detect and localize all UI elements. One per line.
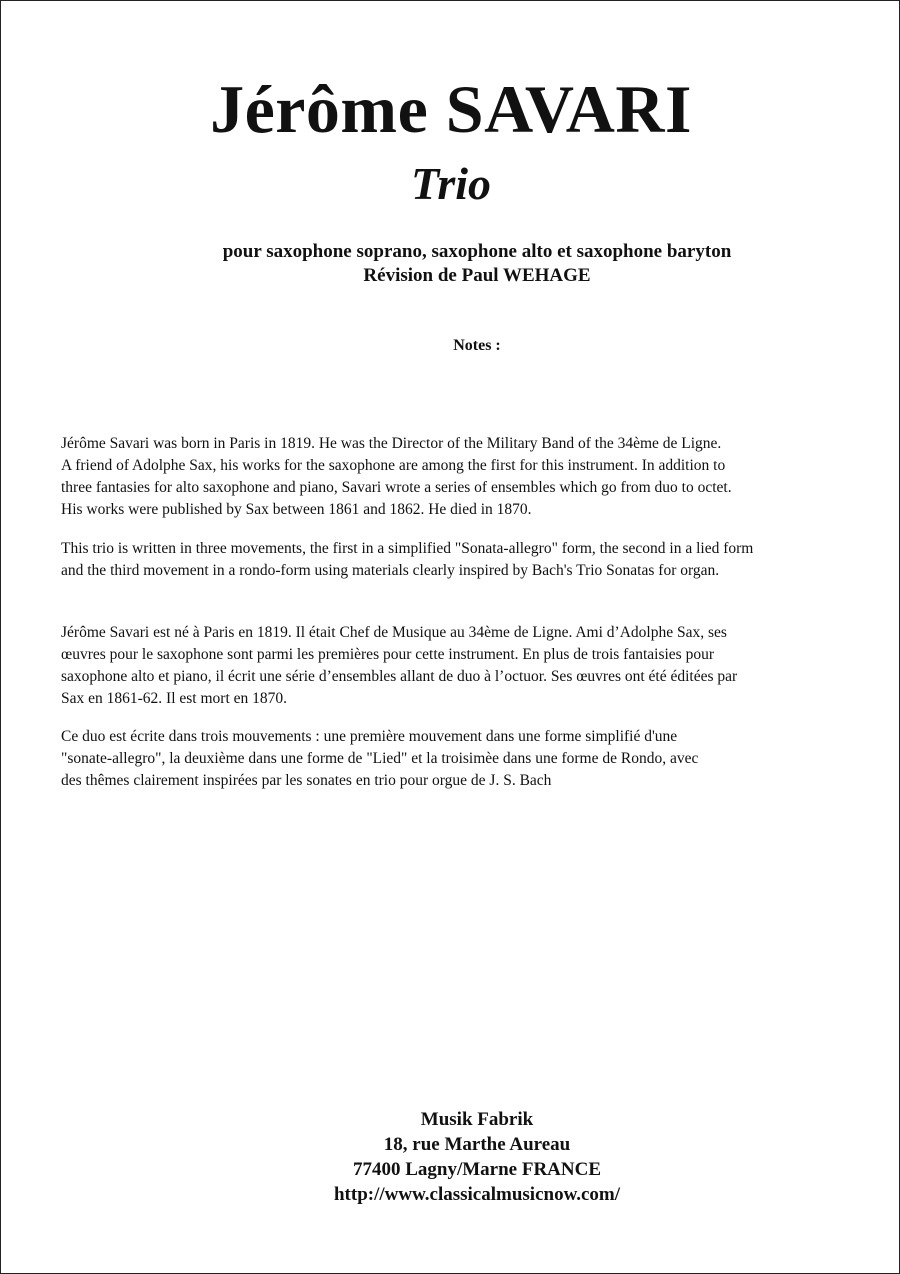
paragraph-line: and the third movement in a rondo-form using materials clearly inspired by Bach's Trio Sonatas for organ. [61,562,720,579]
publisher-street: 18, rue Marthe Aureau [383,1134,571,1155]
notes-paragraph-english-form [61,538,881,582]
work-title: Trio [410,158,492,209]
publisher-city: 77400 Lagny/Marne FRANCE [352,1159,602,1180]
paragraph-line: This trio is written in three movements, the first in a simplified "Sonata-allegro" form, the second in a lied form [61,540,754,557]
paragraph-line: A friend of Adolphe Sax, his works for the saxophone are among the first for this instrument. In addition to [61,457,726,474]
paragraph-line: saxophone alto et piano, il écrit une série d’ensembles allant de duo à l’octuor. Ses œuvres ont été éditées par [61,668,738,685]
publisher-block [1,1107,900,1207]
notes-paragraph-english-biography [61,433,881,521]
paragraph-line: Ce duo est écrite dans trois mouvements : une première mouvement dans une forme simplifié d'une [61,728,678,745]
paragraph-line: His works were published by Sax between 1861 and 1862. He died in 1870. [61,501,532,518]
paragraph-line: "sonate-allegro", la deuxième dans une forme de "Lied" et la troisimèe dans une forme de Rondo, avec [61,750,699,767]
paragraph-line: three fantasies for alto saxophone and piano, Savari wrote a series of ensembles which go from duo to octet. [61,479,732,496]
paragraph-line: Jérôme Savari was born in Paris in 1819. He was the Director of the Military Band of the 34ème de Ligne. [61,435,722,452]
notes-paragraph-french-form [61,726,881,792]
publisher-url: http://www.classicalmusicnow.com/ [333,1184,621,1205]
revision-line: Révision de Paul WEHAGE [363,265,591,286]
paragraph-line: des thêmes clairement inspirées par les sonates en trio pour orgue de J. S. Bach [61,772,552,789]
composer-name: Jérôme SAVARI [210,71,692,147]
notes-heading: Notes : [453,337,501,354]
paragraph-line: œuvres pour le saxophone sont parmi les premières pour cette instrument. En plus de trois fantaisies pour [61,646,714,663]
paragraph-line: Jérôme Savari est né à Paris en 1819. Il était Chef de Musique au 34ème de Ligne. Ami d’Adolphe Sax, ses [61,624,727,641]
publisher-name: Musik Fabrik [420,1109,534,1130]
subtitle-block [1,240,900,288]
paragraph-line: Sax en 1861-62. Il est mort en 1870. [61,690,288,707]
notes-paragraph-french-biography [61,622,881,710]
instrumentation-line: pour saxophone soprano, saxophone alto et saxophone baryton [222,241,732,262]
